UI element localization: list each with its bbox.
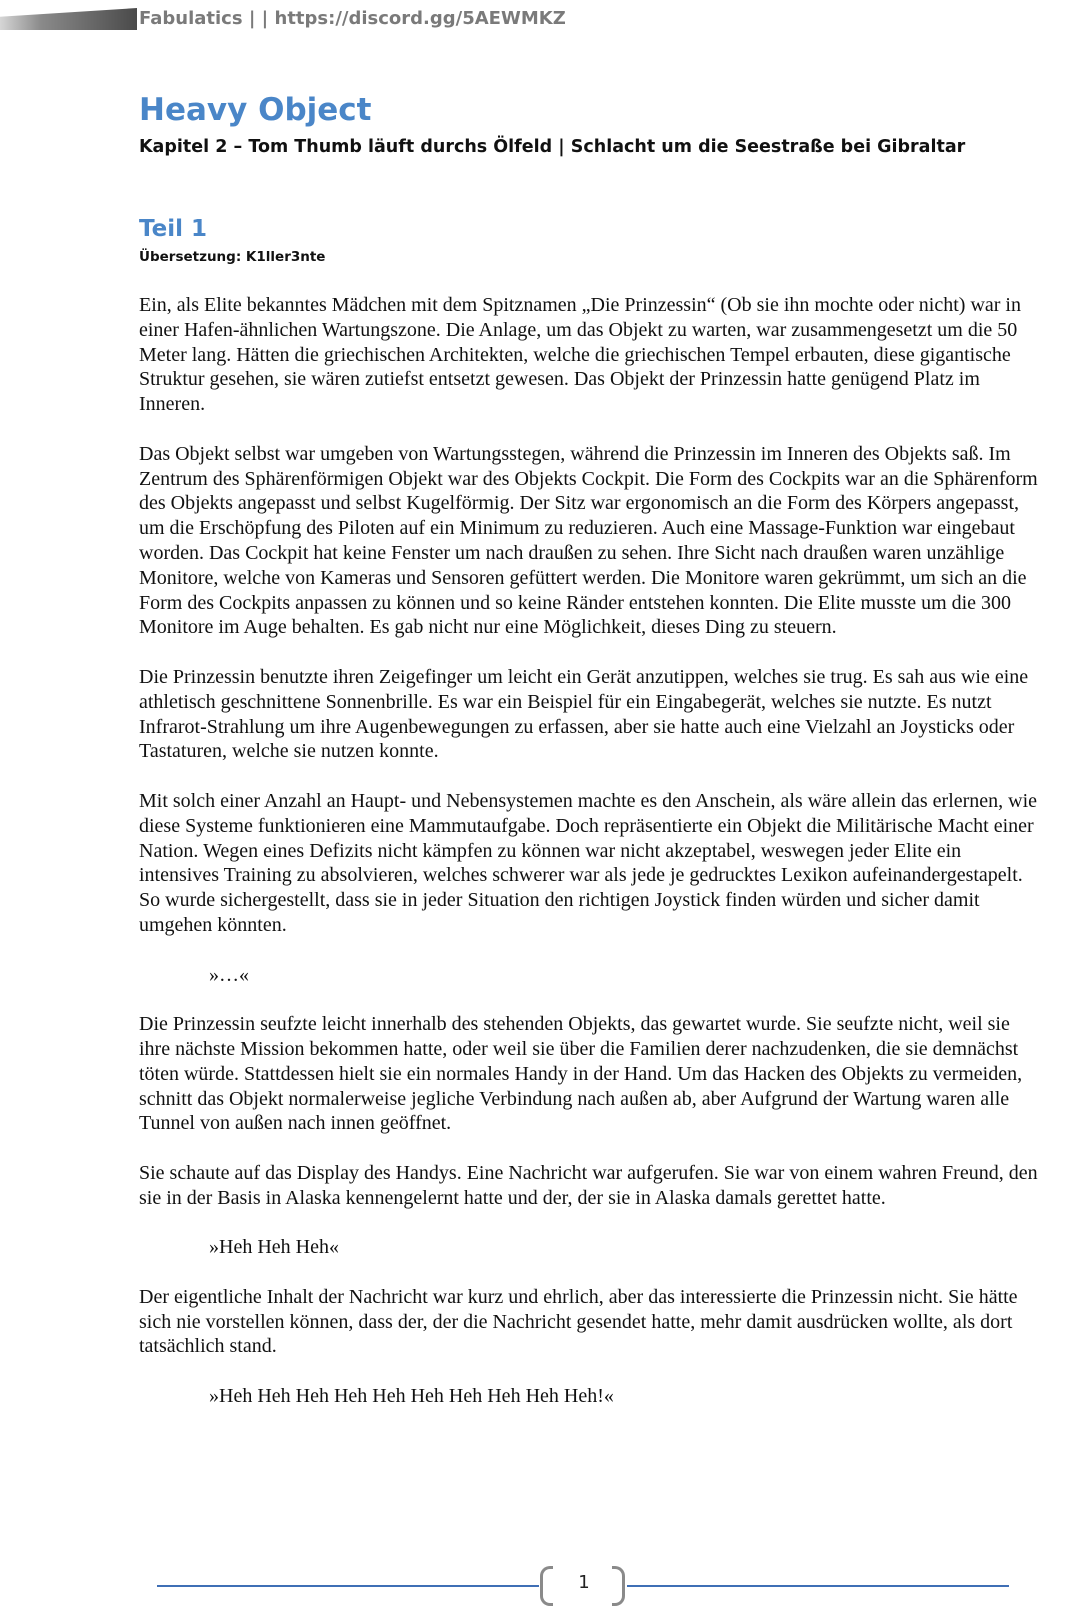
- footer-rule-left: [157, 1585, 539, 1587]
- footer-rule-right: [627, 1585, 1009, 1587]
- paragraph: Mit solch einer Anzahl an Haupt- und Nebensystemen machte es den Anschein, als wäre allein das erlernen, wie diese Systeme funktionieren eine Mammutaufgabe. Doch repräsentierte ein Objekt die Militärische Macht einer Nation. Wegen eines Defizits nicht kämpfen zu können war nicht akzeptabel, weswegen jeder Elite ein intensives Training zu absolvieren, welches schwerer war als jede je gedrucktes Lexikon aufeinandergestapelt. So wurde sichergestellt, dass sie in jeder Situation den richtigen Joystick finden würden und sicher damit umgehen könnten.: [139, 789, 1038, 936]
- dialogue-line: »Heh Heh Heh Heh Heh Heh Heh Heh Heh Heh!«: [209, 1385, 614, 1408]
- header-discord-link[interactable]: Fabulatics | | https://discord.gg/5AEWMKZ: [139, 8, 566, 29]
- dialogue-line: »Heh Heh Heh«: [209, 1236, 339, 1259]
- header-decoration-bar: [0, 8, 137, 30]
- paragraph: Das Objekt selbst war umgeben von Wartungsstegen, während die Prinzessin im Inneren des Objekts saß. Im Zentrum des Sphärenförmigen Objekt war des Objekts Cockpit. Die Form des Cockpits war an die Sphärenform des Objekts angepasst und selbst Kugelförmig. Der Sitz war ergonomisch an die Form des Körpers angepasst, um die Erschöpfung des Piloten auf ein Minimum zu reduzieren. Auch eine Massage-Funktion war eingebaut worden. Das Cockpit hat keine Fenster um nach draußen zu sehen. Ihre Sicht nach draußen waren unzählige Monitore, welche von Kameras und Sensoren gefüttert werden. Die Monitore waren gekrümmt, um sich an die Form des Cockpits anpassen zu können und so keine Ränder entstehen konnten. Die Elite musste um die 300 Monitore im Auge behalten. Es gab nicht nur eine Möglichkeit, dieses Ding zu steuern.: [139, 442, 1038, 639]
- body-text: [139, 293, 1039, 1434]
- dialogue-line: »…«: [209, 963, 249, 986]
- chapter-subtitle: Kapitel 2 – Tom Thumb läuft durchs Ölfeld | Schlacht um die Seestraße bei Gibraltar: [139, 137, 966, 157]
- paragraph: Ein, als Elite bekanntes Mädchen mit dem Spitznamen „Die Prinzessin“ (Ob sie ihn mochte oder nicht) war in einer Hafen-ähnlichen Wartungszone. Die Anlage, um das Objekt zu warten, war zusammengesetzt um die 50 Meter lang. Hätten die griechischen Architekten, welche die griechischen Tempel erbauten, diese gigantische Struktur gesehen, sie wären zutiefst entsetzt gewesen. Das Objekt der Prinzessin hatte genügend Platz im Inneren.: [139, 294, 1021, 416]
- paragraph: Die Prinzessin benutzte ihren Zeigefinger um leicht ein Gerät anzutippen, welches sie trug. Es sah aus wie eine athletisch geschnittene Sonnenbrille. Es war ein Beispiel für ein Eingabegerät, welches sie nutzte. Es nutzt Infrarot-Strahlung um ihre Augenbewegungen zu erfassen, aber sie hatte auch eine Vielzahl an Joysticks oder Tastaturen, welche sie nutzen konnte.: [139, 665, 1029, 763]
- translator-credit: Übersetzung: K1ller3nte: [139, 249, 326, 265]
- document-title: Heavy Object: [139, 92, 372, 128]
- left-brace-icon: [540, 1566, 553, 1606]
- part-heading: Teil 1: [139, 216, 208, 242]
- right-brace-icon: [612, 1566, 625, 1606]
- page-number: 1: [578, 1572, 590, 1593]
- paragraph: Sie schaute auf das Display des Handys. Eine Nachricht war aufgerufen. Sie war von einem wahren Freund, den sie in der Basis in Alaska kennengelernt hatte und der, der sie in Alaska damals gerettet hatte.: [139, 1161, 1038, 1209]
- paragraph: Der eigentliche Inhalt der Nachricht war kurz und ehrlich, aber das interessierte die Prinzessin nicht. Sie hätte sich nie vorstellen können, dass der, der die Nachricht gesendet hatte, mehr damit ausdrücken wollte, als dort tatsächlich stand.: [139, 1285, 1018, 1358]
- paragraph: Die Prinzessin seufzte leicht innerhalb des stehenden Objekts, das gewartet wurde. Sie seufzte nicht, weil sie ihre nächste Mission bekommen hatte, oder weil sie über die Familien derer nachzudenken, die sie demnächst töten würde. Stattdessen hielt sie ein normales Handy in der Hand. Um das Hacken des Objekts zu vermeiden, schnitt das Objekt normalerweise jegliche Verbindung nach außen ab, aber Aufgrund der Wartung waren alle Tunnel von außen nach innen geöffnet.: [139, 1013, 1023, 1135]
